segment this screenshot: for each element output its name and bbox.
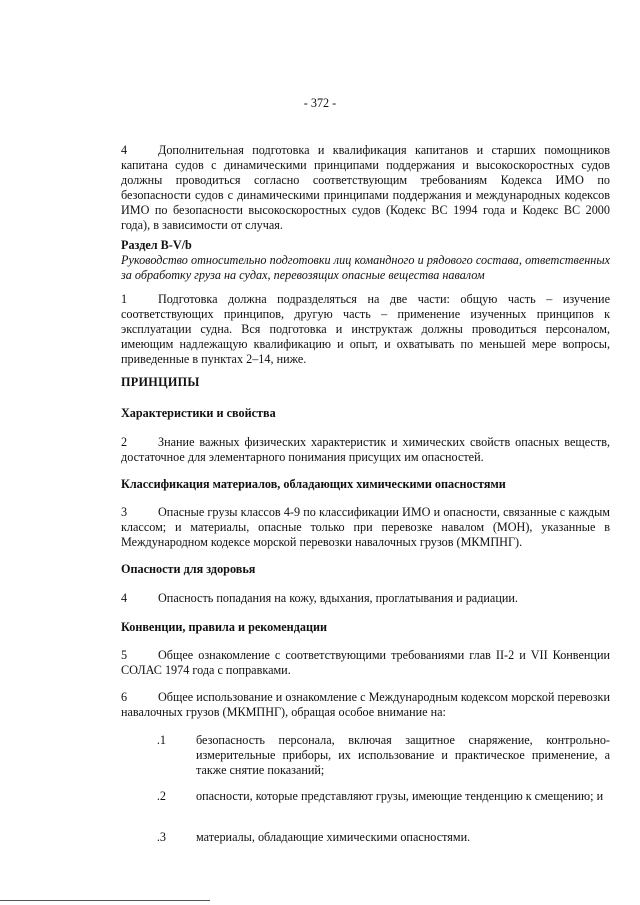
paragraph-4-health	[121, 591, 610, 606]
paragraph-6	[121, 690, 610, 720]
list-item-number: .2	[156, 789, 166, 803]
paragraph-number: 5	[121, 648, 128, 662]
section-title: Раздел B-V/b	[121, 238, 192, 252]
heading-characteristics: Характеристики и свойства	[121, 406, 276, 420]
section-subtitle: Руководство относительно подготовки лиц командного и рядового состава, ответственных за обработку груза на судах, перевозящих опасные вещества навалом	[121, 253, 610, 282]
footer-rule	[0, 900, 210, 901]
list-item-text: материалы, обладающие химическими опасностями.	[196, 830, 471, 844]
paragraph-number: 3	[121, 505, 128, 519]
paragraph-text: Общее использование и ознакомление с Международным кодексом морской перевозки навалочных грузов (МКМПНГ), обращая особое внимание на:	[121, 690, 610, 719]
list-item-text: безопасность персонала, включая защитное снаряжение, контрольно-измерительные приборы, их использование и практическое применение, а также снятие показаний;	[196, 733, 610, 777]
paragraph-number: 4	[121, 591, 128, 605]
heading-classification: Классификация материалов, обладающих химическими опасностями	[121, 477, 506, 491]
paragraph-number: 6	[121, 690, 128, 704]
paragraph-number: 1	[121, 292, 128, 306]
list-item-text: опасности, которые представляют грузы, имеющие тенденцию к смещению; и	[196, 789, 604, 803]
list-item-number: .3	[156, 830, 166, 844]
paragraph-text: Общее ознакомление с соответствующими требованиями глав II-2 и VII Конвенции СОЛАС 1974 года с поправками.	[121, 648, 610, 677]
paragraph-4-hsc	[121, 143, 610, 233]
paragraph-text: Опасность попадания на кожу, вдыхания, проглатывания и радиации.	[158, 591, 518, 605]
paragraph-number: 2	[121, 435, 128, 449]
page-number: - 372 -	[303, 96, 337, 110]
paragraph-text: Дополнительная подготовка и квалификация капитанов и старших помощников капитана судов с динамическими принципами поддержания и высокоскоростных судов должны проводиться согласно соответствующим требованиям Кодекса ИМО по безопасности судов с динамическими принципами поддержания и международных кодексов ИМО по безопасности высокоскоростных судов (Кодекс ВС 1994 года и Кодекс ВС 2000 года), в зависимости от случая.	[121, 143, 610, 232]
paragraph-number: 4	[121, 143, 128, 157]
paragraph-text: Знание важных физических характеристик и химических свойств опасных веществ, достаточное для элементарного понимания присущих им опасностей.	[121, 435, 610, 464]
heading-health: Опасности для здоровья	[121, 562, 256, 576]
paragraph-2	[121, 435, 610, 465]
paragraph-3	[121, 505, 610, 550]
paragraph-text: Подготовка должна подразделяться на две части: общую часть – изучение соответствующих принципов, другую часть – применение изученных принципов к эксплуатации судна. Вся подготовка и инструктаж должны проводиться персоналом, имеющим надлежащую квалификацию и опыт, и охватывать по меньшей мере вопросы, приведенные в пунктах 2–14, ниже.	[121, 292, 610, 366]
heading-conventions: Конвенции, правила и рекомендации	[121, 620, 328, 634]
principles-heading: ПРИНЦИПЫ	[121, 375, 200, 389]
paragraph-text: Опасные грузы классов 4-9 по классификации ИМО и опасности, связанные с каждым классом; и материалы, опасные только при перевозке навалом (МОН), указанные в Международном кодексе морской перевозки навалочных грузов (МКМПНГ).	[121, 505, 610, 549]
list-item-number: .1	[156, 733, 166, 747]
paragraph-5	[121, 648, 610, 678]
paragraph-1	[121, 292, 610, 367]
